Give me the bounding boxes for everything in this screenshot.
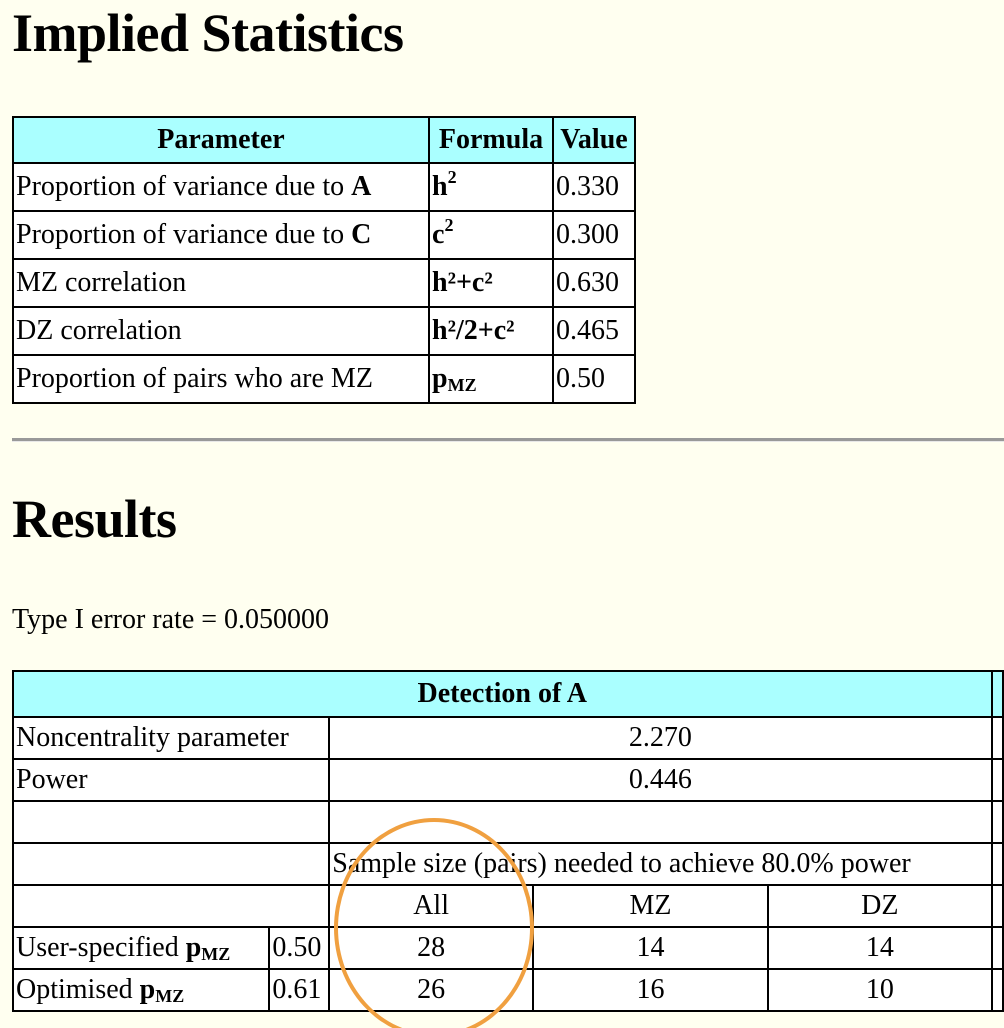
param-cell (13, 211, 429, 259)
implied-statistics-table (12, 116, 636, 404)
value-cell: 0.630 (553, 259, 635, 307)
truncated-cell (992, 885, 1004, 927)
table-row (13, 163, 635, 211)
formula-base: p (432, 363, 448, 394)
value-cell: 0.300 (553, 211, 635, 259)
formula-base: c (432, 219, 445, 250)
pmz-value: 0.61 (269, 969, 329, 1011)
formula-sup: 2 (444, 214, 454, 235)
dz-value: 14 (768, 927, 991, 969)
mz-value: 16 (533, 969, 768, 1011)
empty-cell (13, 801, 329, 843)
mz-value: 14 (533, 927, 768, 969)
table-row (13, 927, 1003, 969)
empty-cell (329, 801, 991, 843)
table-row (13, 885, 1003, 927)
table-row (13, 259, 635, 307)
column-all: All (329, 885, 533, 927)
all-value: 28 (329, 927, 533, 969)
table-row (13, 211, 635, 259)
results-heading: Results (12, 489, 177, 549)
optimised-pmz-label (13, 969, 269, 1011)
column-dz: DZ (768, 885, 991, 927)
table-row (13, 969, 1003, 1011)
header-truncated (992, 671, 1004, 717)
param-cell (13, 163, 429, 211)
truncated-cell (992, 927, 1004, 969)
table-row (13, 801, 1003, 843)
table-row (13, 759, 1003, 801)
formula-sub: MZ (447, 375, 477, 395)
param-cell: DZ correlation (13, 307, 429, 355)
section-divider (12, 438, 1004, 442)
table-row (13, 355, 635, 403)
empty-cell (13, 843, 329, 885)
truncated-cell (992, 759, 1004, 801)
table-row (13, 307, 635, 355)
noncentrality-value: 2.270 (329, 717, 991, 759)
table-row (13, 843, 1003, 885)
value-cell: 0.330 (553, 163, 635, 211)
truncated-cell (992, 969, 1004, 1011)
row-label-bold: p (139, 974, 156, 1005)
results-table (12, 670, 1004, 1012)
row-label-text: User-specified (16, 932, 186, 963)
all-value: 26 (329, 969, 533, 1011)
column-mz: MZ (533, 885, 768, 927)
value-cell: 0.50 (553, 355, 635, 403)
param-cell: Proportion of pairs who are MZ (13, 355, 429, 403)
param-cell: MZ correlation (13, 259, 429, 307)
param-text: Proportion of variance due to (16, 219, 352, 250)
header-formula: Formula (429, 117, 553, 163)
formula-cell (429, 355, 553, 403)
header-parameter: Parameter (13, 117, 429, 163)
table-header-row (13, 117, 635, 163)
table-header-row (13, 671, 1003, 717)
formula-cell (429, 211, 553, 259)
pmz-value: 0.50 (269, 927, 329, 969)
power-label: Power (13, 759, 329, 801)
header-value: Value (553, 117, 635, 163)
truncated-cell (992, 801, 1004, 843)
formula-cell: h²/2+c² (429, 307, 553, 355)
formula-cell: h²+c² (429, 259, 553, 307)
row-label-sub: MZ (155, 986, 185, 1006)
header-detection-of-a: Detection of A (13, 671, 992, 717)
implied-statistics-heading: Implied Statistics (12, 3, 404, 63)
empty-cell (13, 885, 329, 927)
user-specified-pmz-label (13, 927, 269, 969)
formula-cell (429, 163, 553, 211)
param-bold: C (351, 219, 372, 250)
param-text: Proportion of variance due to (16, 171, 352, 202)
formula-sup: 2 (447, 166, 457, 187)
truncated-cell (992, 717, 1004, 759)
formula-base: h (432, 171, 448, 202)
noncentrality-label: Noncentrality parameter (13, 717, 329, 759)
row-label-bold: p (185, 932, 202, 963)
param-bold: A (351, 171, 372, 202)
power-value: 0.446 (329, 759, 991, 801)
row-label-text: Optimised (16, 974, 140, 1005)
row-label-sub: MZ (201, 944, 231, 964)
table-row (13, 717, 1003, 759)
dz-value: 10 (768, 969, 991, 1011)
value-cell: 0.465 (553, 307, 635, 355)
truncated-cell (992, 843, 1004, 885)
sample-size-label: Sample size (pairs) needed to achieve 80.0% power (329, 843, 991, 885)
type1-error-rate: Type I error rate = 0.050000 (12, 604, 330, 635)
